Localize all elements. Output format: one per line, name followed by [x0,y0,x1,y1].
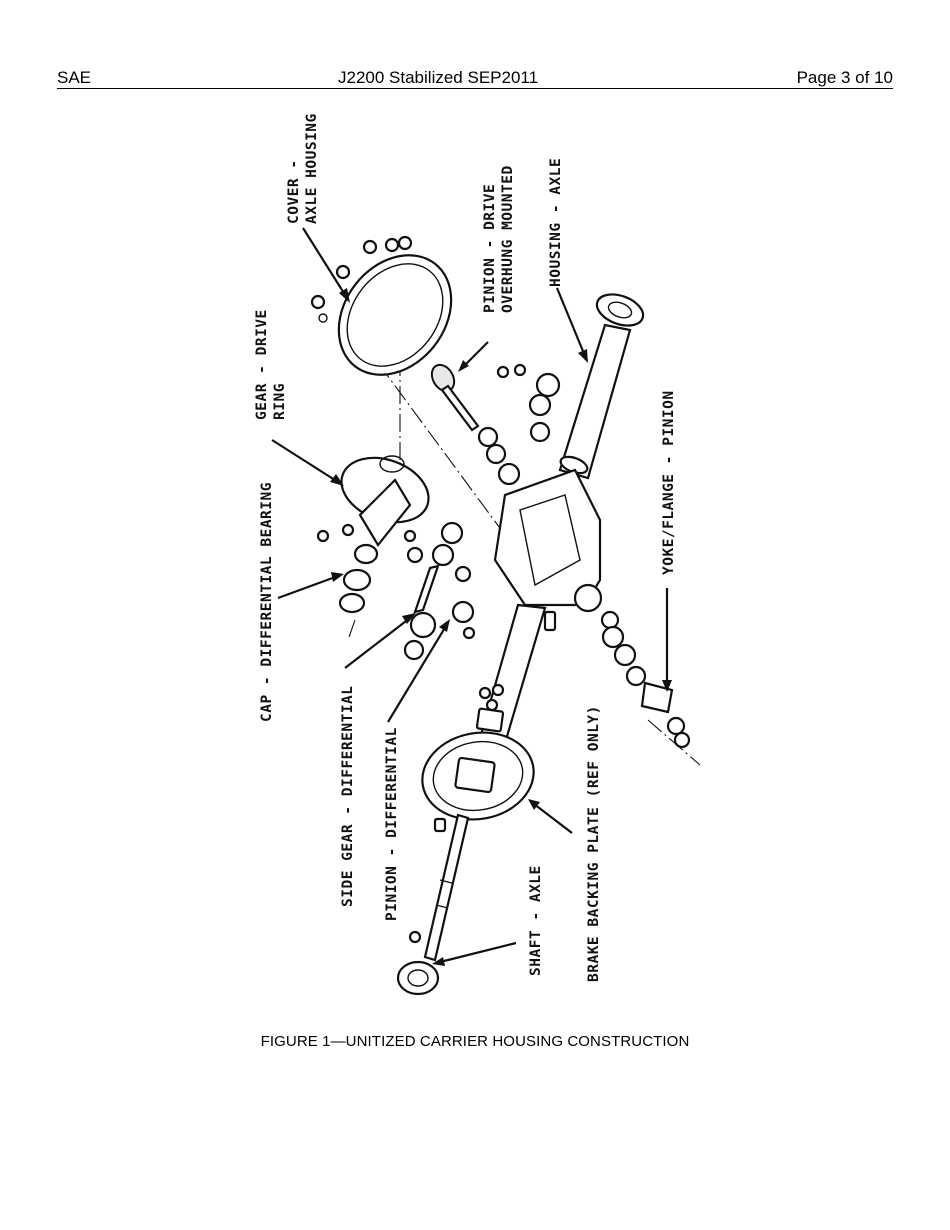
label-cap-differential: CAP - DIFFERENTIAL BEARING [259,482,275,722]
header-org: SAE [57,68,92,87]
label-brake-backing-plate: BRAKE BACKING PLATE (REF ONLY) [586,705,602,982]
header-page-number: Page 3 of 10 [796,68,893,87]
axle-shaft-part [398,815,468,994]
label-pinion-differential: PINION - DIFFERENTIAL [384,727,400,921]
differential-bearing-cap-part [318,525,377,612]
yoke-flange-part [602,612,689,747]
label-pinion-drive-line1: PINION - DRIVE [482,183,498,313]
label-cover-line2: AXLE HOUSING [304,113,320,224]
label-housing-axle: HOUSING - AXLE [548,157,564,287]
header-document-id: J2200 Stabilized SEP2011 [338,68,539,87]
brake-backing-plate-part [415,685,540,828]
label-yoke-flange: YOKE/FLANGE - PINION [661,390,677,575]
drive-pinion-part [427,361,519,484]
label-pinion-drive-line2: OVERHUNG MOUNTED [500,165,516,313]
label-side-gear: SIDE GEAR - DIFFERENTIAL [340,685,356,907]
figure-caption: FIGURE 1—UNITIZED CARRIER HOUSING CONSTRUCTION [260,1033,690,1050]
label-gear-drive-line2: RING [272,383,288,420]
label-cover-line1: COVER - [286,159,302,224]
housing-bolts [498,365,559,441]
label-gear-drive-line1: GEAR - DRIVE [254,309,270,420]
label-shaft-axle: SHAFT - AXLE [528,865,544,976]
part-labels [254,113,677,982]
